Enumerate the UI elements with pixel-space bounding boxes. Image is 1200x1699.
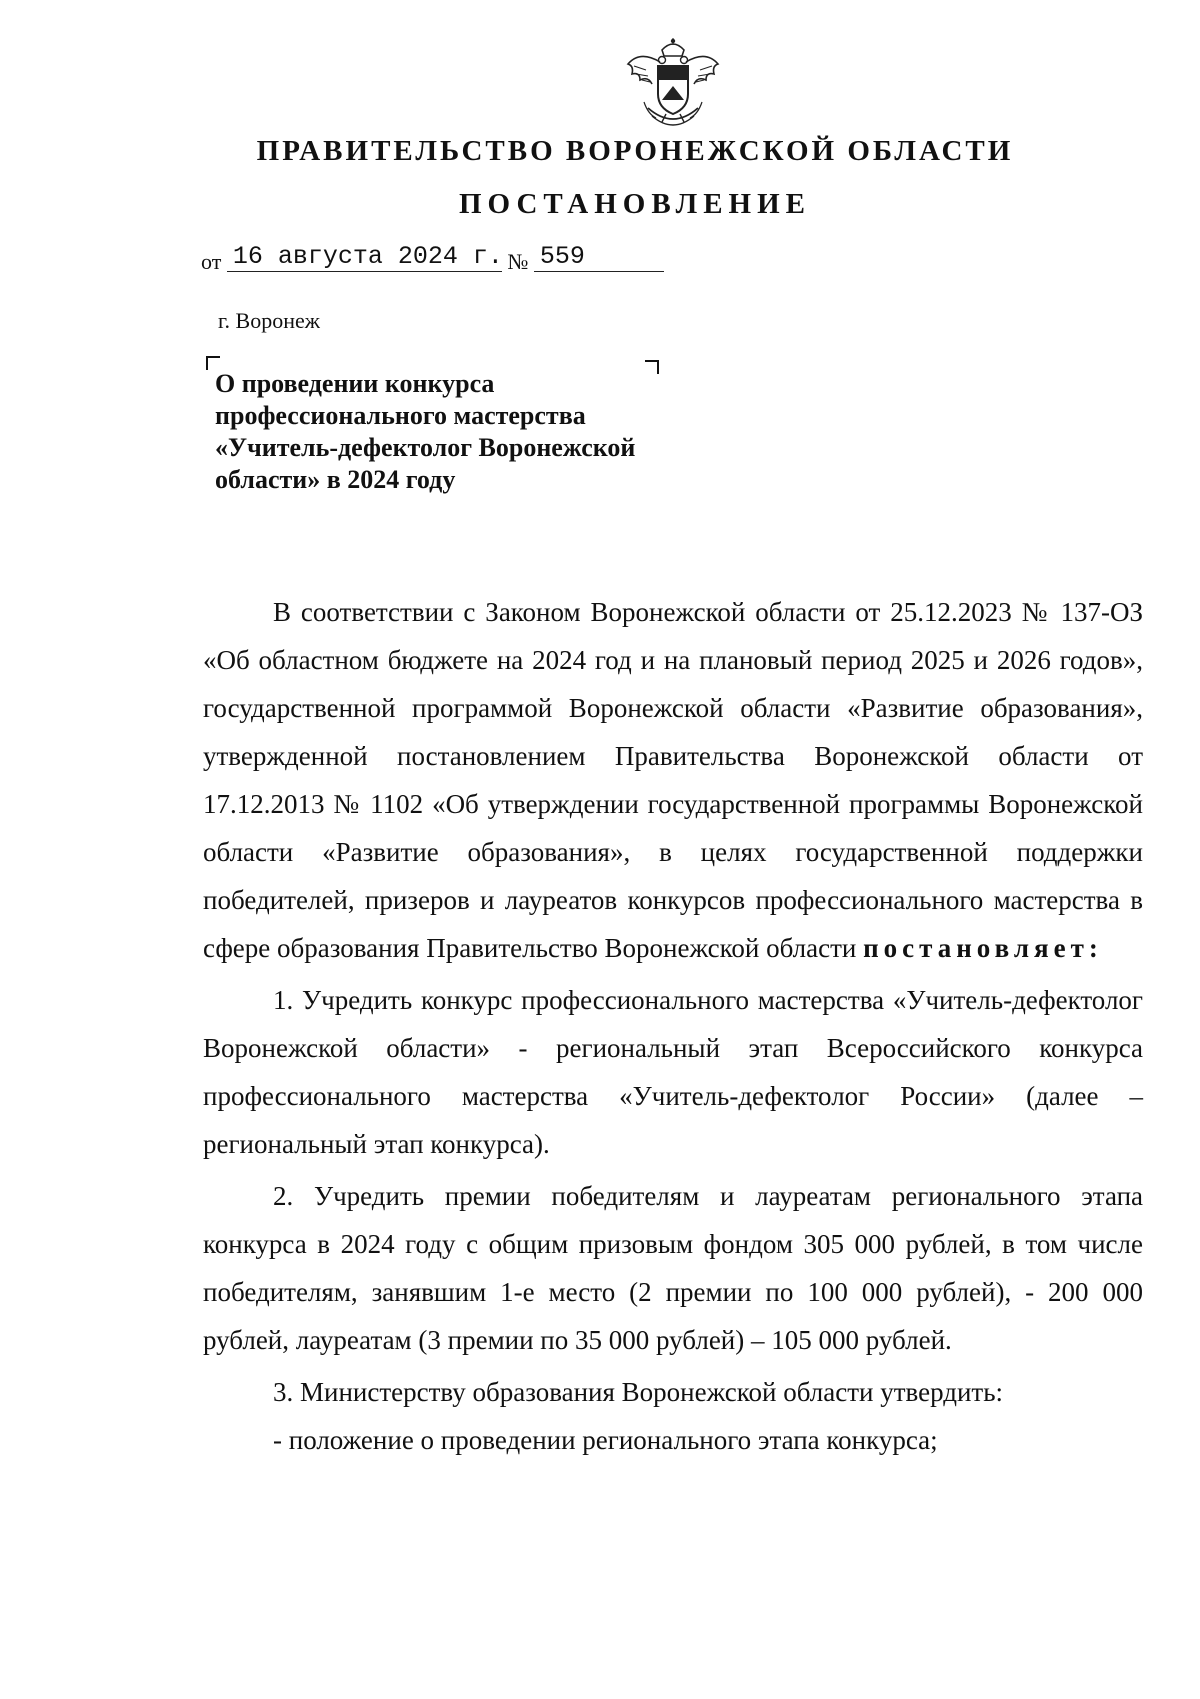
preamble-text: В соответствии с Законом Воронежской области от 25.12.2023 № 137-ОЗ «Об областном бюджете на 2024 год и на плановый период 2025 и 2026 годов», государственной программой Воронежской области «Развитие образования», утвержденной постановлением Правительства Воронежской области от 17.12.2013 № 1102 «Об утверждении государственной программы Воронежской области «Развитие образования», в целях государственной поддержки победителей, призеров и лауреатов конкурсов профессионального мастерства в сфере образования Правительство Воронежской области	[203, 597, 1143, 963]
document-date: 16 августа 2024 г.	[227, 242, 502, 272]
item-3: 3. Министерству образования Воронежской области утвердить:	[273, 1377, 1004, 1407]
subject-line: области» в 2024 году	[215, 465, 456, 494]
subject-line: профессионального мастерства	[215, 401, 586, 430]
document-type: ПОСТАНОВЛЕНИЕ	[458, 188, 811, 220]
number-prefix: №	[507, 249, 529, 274]
document-body	[203, 588, 1143, 1464]
date-prefix: от	[201, 249, 222, 274]
subject-line: О проведении конкурса	[215, 369, 495, 398]
item-1: 1. Учредить конкурс профессионального мастерства «Учитель-дефектолог Воронежской области» - региональный этап Всероссийского конкурса профессионального мастерства «Учитель-дефектолог России» (далее – региональный этап конкурса).	[203, 985, 1143, 1159]
decree-word: постановляет:	[863, 933, 1103, 963]
preamble-paragraph	[203, 588, 1143, 972]
government-title: ПРАВИТЕЛЬСТВО ВОРОНЕЖСКОЙ ОБЛАСТИ	[256, 135, 1014, 167]
document-number: 559	[534, 242, 664, 272]
item-3-sub-1: - положение о проведении регионального этапа конкурса;	[273, 1425, 938, 1455]
subject-line: «Учитель-дефектолог Воронежской	[215, 433, 636, 462]
coat-of-arms-emblem	[618, 36, 728, 128]
item-2: 2. Учредить премии победителям и лауреатам регионального этапа конкурса в 2024 году с общим призовым фондом 305 000 рублей, в том числе победителям, занявшим 1-е место (2 премии по 100 000 рублей), - 200 000 рублей, лауреатам (3 премии по 35 000 рублей) – 105 000 рублей.	[203, 1181, 1143, 1355]
city: г. Воронеж	[218, 308, 320, 333]
document-subject	[215, 368, 675, 496]
date-number-row	[201, 242, 664, 278]
